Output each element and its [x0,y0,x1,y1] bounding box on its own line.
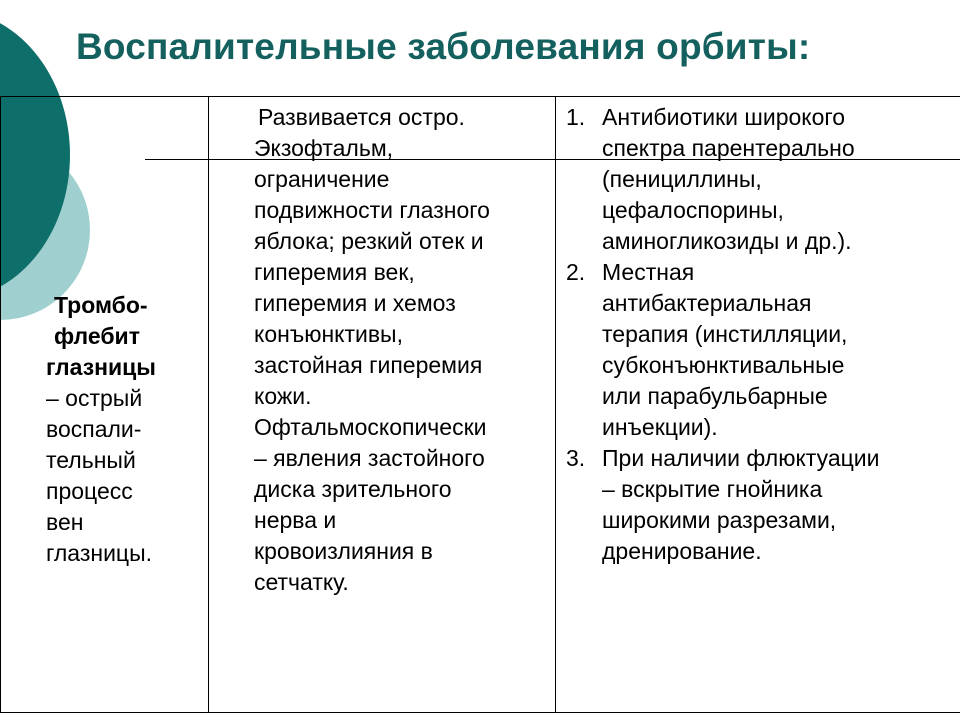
slide-title: Воспалительные заболевания орбиты: [76,26,811,67]
treatment-list [566,102,956,567]
treatment-line: терапия (инстилляции, [602,321,848,347]
treatment-item [566,443,956,567]
disease-name-line: флебит [54,323,140,349]
treatment-cell [566,102,956,567]
clinic-line: гиперемия век, [254,259,415,285]
treatment-line: или парабульбарные [602,383,828,409]
disease-desc-line: воспали- [46,416,142,442]
treatment-line: Местная [602,259,695,285]
table-column-divider-1 [208,96,209,713]
disease-desc-line: процесс [46,478,133,504]
table-border-bottom [0,712,960,713]
clinic-line: застойная гиперемия [254,352,483,378]
treatment-line: субконъюнктивальные [602,352,845,378]
treatment-line: спектра парентерально [602,135,855,161]
clinic-line: подвижности глазного [254,197,490,223]
treatment-item [566,257,956,443]
table-column-divider-2 [555,96,556,713]
disease-cell [46,290,206,569]
disease-desc-line: – острый [46,385,143,411]
treatment-item-number: 3. [566,445,586,471]
treatment-line: цефалоспорины, [602,197,784,223]
clinic-line: гиперемия и хемоз [254,290,456,316]
disease-table [0,96,960,712]
clinic-line: сетчатку. [254,569,349,595]
disease-name-line: Тромбо- [54,292,148,318]
clinic-line: ограничение [254,166,390,192]
disease-desc-line: тельный [46,447,136,473]
clinic-line: кожи. [254,383,312,409]
clinic-line: Развивается остро. [258,104,465,130]
clinic-line: кровоизлияния в [254,538,433,564]
disease-desc-line: глазницы. [46,540,153,566]
treatment-line: инъекции). [602,414,718,440]
clinic-line: – явления застойного [254,445,485,471]
disease-desc-line: вен [46,509,84,535]
treatment-item [566,102,956,257]
treatment-line: (пенициллины, [602,166,762,192]
clinic-line: нерва и [254,507,337,533]
treatment-line: Антибиотики широкого [602,104,846,130]
clinic-line: конъюнктивы, [254,321,403,347]
treatment-item-number: 2. [566,259,586,285]
clinic-line: Экзофтальм, [254,135,394,161]
clinic-cell [254,102,550,598]
disease-name-line: глазницы [46,354,156,380]
treatment-item-number: 1. [566,104,586,130]
table-border-left [0,96,1,713]
treatment-line: – вскрытие гнойника [602,476,823,502]
clinic-line: Офтальмоскопически [254,414,487,440]
treatment-line: аминогликозиды и др.). [602,228,852,254]
treatment-line: широкими разрезами, [602,507,837,533]
table-border-top [0,96,960,97]
clinic-line: диска зрительного [254,476,452,502]
treatment-line: дренирование. [602,538,762,564]
treatment-line: антибактериальная [602,290,812,316]
treatment-line: При наличии флюктуации [602,445,880,471]
clinic-line: яблока; резкий отек и [254,228,484,254]
